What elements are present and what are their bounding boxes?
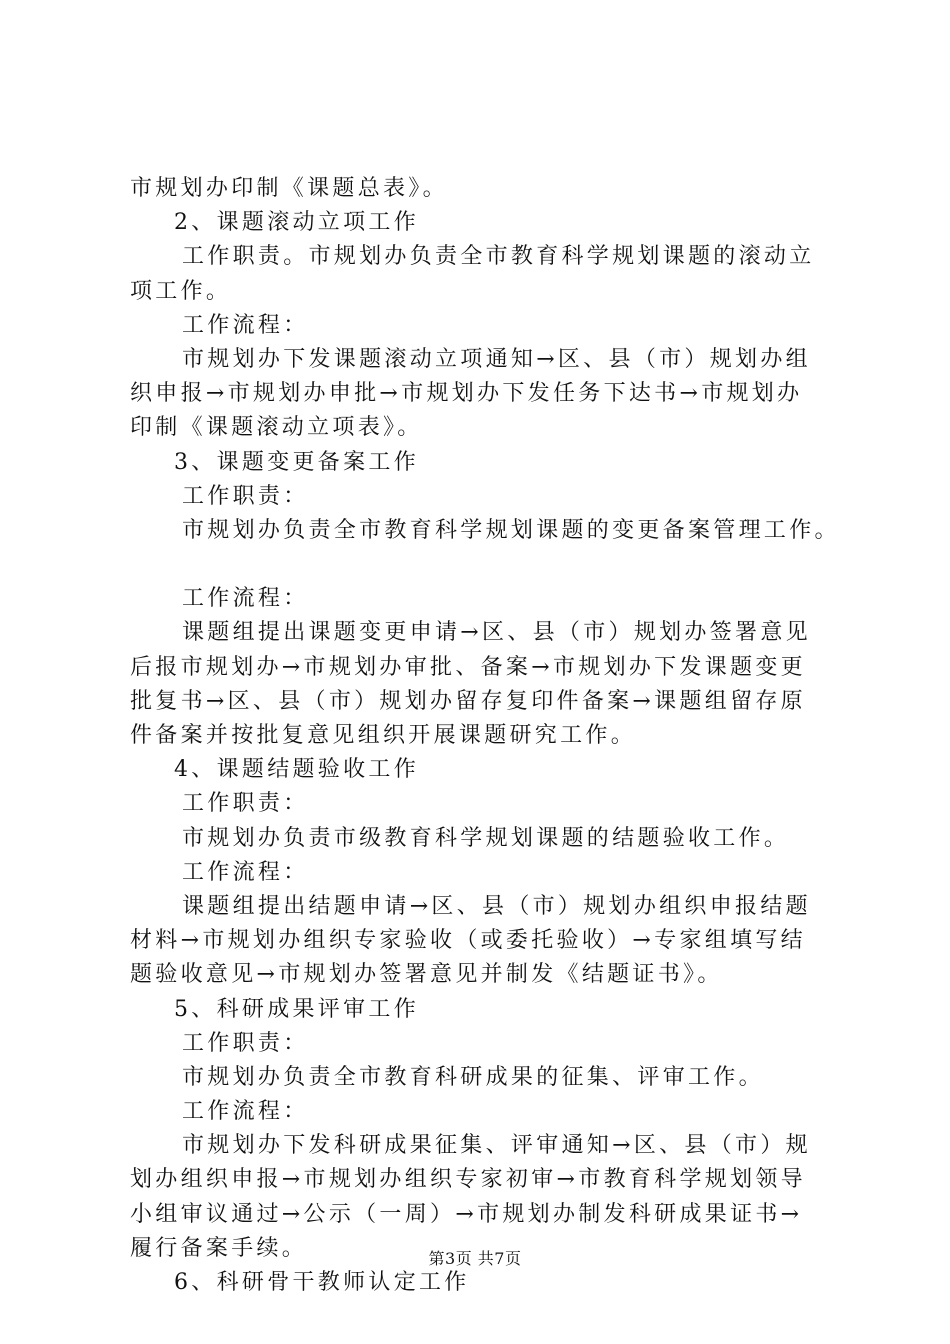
text-line: 印制《课题滚动立项表》。 xyxy=(130,415,423,441)
text-line: 材料→市规划办组织专家验收（或委托验收）→专家组填写结 xyxy=(130,928,806,954)
text-line: 市规划办负责全市教育科学规划课题的变更备案管理工作。 xyxy=(182,517,840,543)
text-line: 市规划办下发科研成果征集、评审通知→区、县（市）规 xyxy=(182,1133,811,1159)
document-body xyxy=(130,172,850,1300)
text-line: 工作职责： xyxy=(182,791,309,817)
text-line: 项工作。 xyxy=(130,278,232,304)
page-number-footer: 第3页 共7页 xyxy=(428,1249,522,1268)
text-line: 市规划办印制《课题总表》。 xyxy=(130,176,448,201)
text-line: 工作流程： xyxy=(182,1099,309,1125)
text-line: 市规划办负责全市教育科研成果的征集、评审工作。 xyxy=(182,1064,764,1090)
text-line: 市规划办负责市级教育科学规划课题的结题验收工作。 xyxy=(182,825,790,851)
text-line: 工作流程： xyxy=(182,859,309,885)
blank-line xyxy=(130,548,850,582)
text-line: 课题组提出课题变更申请→区、县（市）规划办签署意见 xyxy=(182,620,811,646)
text-line: 履行备案手续。 xyxy=(130,1235,308,1261)
text-line: 市规划办下发课题滚动立项通知→区、县（市）规划办组 xyxy=(182,346,811,372)
text-line: 工作职责。市规划办负责全市教育科学规划课题的滚动立 xyxy=(182,244,815,270)
text-line: 课题组提出结题申请→区、县（市）规划办组织申报结题 xyxy=(182,893,811,919)
text-line: 工作职责： xyxy=(182,483,309,509)
text-line: 题验收意见→市规划办签署意见并制发《结题证书》。 xyxy=(130,962,723,988)
text-line: 划办组织申报→市规划办组织专家初审→市教育科学规划领导 xyxy=(130,1167,806,1193)
text-line: 后报市规划办→市规划办审批、备案→市规划办下发课题变更 xyxy=(130,654,806,680)
section-heading: 4、课题结题验收工作 xyxy=(174,757,419,783)
text-line: 工作流程： xyxy=(182,312,309,338)
text-line: 批复书→区、县（市）规划办留存复印件备案→课题组留存原 xyxy=(130,688,806,714)
section-heading: 2、课题滚动立项工作 xyxy=(174,210,419,236)
text-line: 工作流程： xyxy=(182,586,309,612)
section-heading: 5、科研成果评审工作 xyxy=(174,996,419,1022)
section-heading: 6、科研骨干教师认定工作 xyxy=(174,1270,470,1295)
text-line: 织申报→市规划办申批→市规划办下发任务下达书→市规划办 xyxy=(130,381,803,407)
text-line: 小组审议通过→公示（一周）→市规划办制发科研成果证书→ xyxy=(130,1201,803,1227)
section-heading: 3、课题变更备案工作 xyxy=(174,449,419,475)
text-line: 件备案并按批复意见组织开展课题研究工作。 xyxy=(130,723,637,748)
text-line: 工作职责： xyxy=(182,1030,309,1056)
